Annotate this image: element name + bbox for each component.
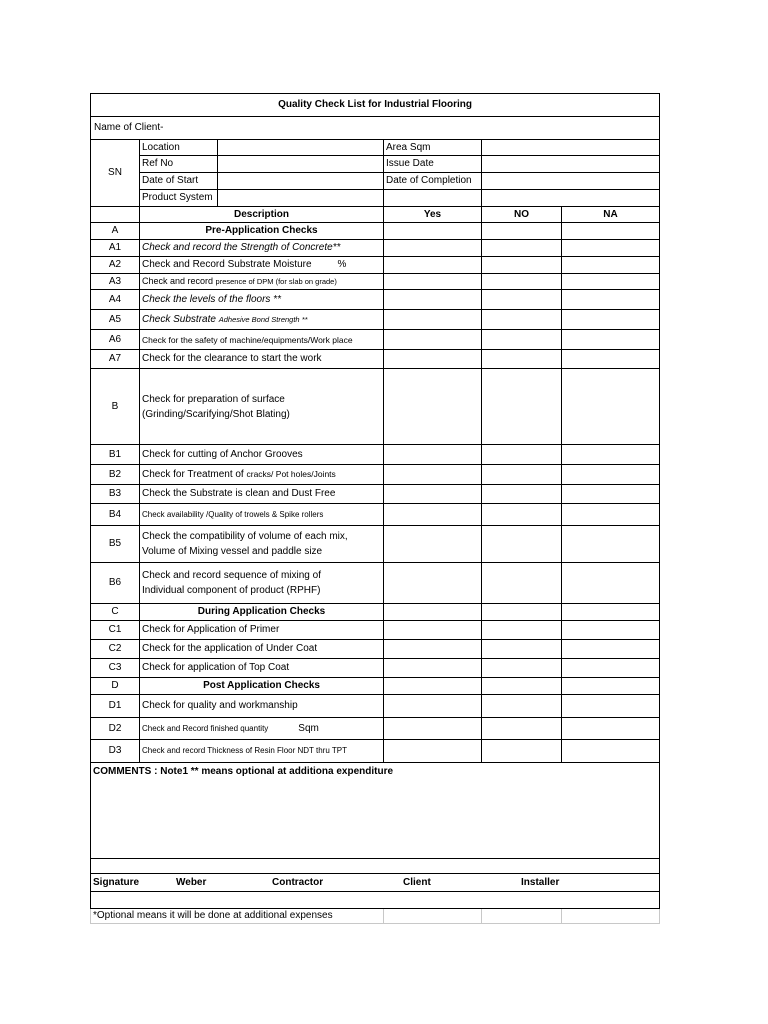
na-cell[interactable]	[562, 718, 660, 740]
yes-cell[interactable]	[384, 695, 482, 718]
signature-client: Client	[403, 877, 431, 888]
na-cell[interactable]	[562, 504, 660, 526]
yes-cell[interactable]	[384, 526, 482, 563]
no-cell[interactable]	[482, 621, 562, 640]
blank-row	[91, 892, 660, 909]
ref-no-field[interactable]	[218, 156, 384, 173]
yes-cell[interactable]	[384, 465, 482, 485]
date-of-completion-field[interactable]	[482, 173, 660, 190]
na-cell[interactable]	[562, 563, 660, 604]
row-sn: B2	[91, 465, 140, 485]
no-cell[interactable]	[482, 740, 562, 763]
na-cell[interactable]	[562, 640, 660, 659]
na-cell[interactable]	[562, 740, 660, 763]
yes-cell[interactable]	[384, 740, 482, 763]
row-sn: C1	[91, 621, 140, 640]
row-description: Check the Substrate is clean and Dust Free	[140, 485, 384, 504]
section-title-pre-application: Pre-Application Checks	[140, 223, 384, 240]
row-sn: A1	[91, 240, 140, 257]
row-sn: B1	[91, 445, 140, 465]
row-text-line2: Individual component of product (RPHF)	[142, 585, 321, 596]
yes-cell[interactable]	[384, 445, 482, 465]
na-cell[interactable]	[562, 223, 660, 240]
row-sn: A2	[91, 257, 140, 274]
na-cell[interactable]	[562, 240, 660, 257]
na-cell[interactable]	[562, 604, 660, 621]
row-description: Check availability /Quality of trowels & Spike rollers	[140, 504, 384, 526]
page-title: Quality Check List for Industrial Flooring	[91, 94, 660, 117]
col-yes: Yes	[384, 207, 482, 223]
blank-cell	[482, 909, 562, 924]
row-text-small: Adhesive Bond Strength **	[218, 314, 308, 324]
yes-cell[interactable]	[384, 274, 482, 290]
no-cell[interactable]	[482, 445, 562, 465]
blank-cell	[384, 909, 482, 924]
col-description: Description	[140, 207, 384, 223]
issue-date-label: Issue Date	[384, 156, 482, 173]
yes-cell[interactable]	[384, 659, 482, 678]
row-description: Check the levels of the floors **	[140, 290, 384, 310]
row-description: Check for Application of Primer	[140, 621, 384, 640]
location-field[interactable]	[218, 140, 384, 156]
row-text: Check and record	[142, 276, 216, 286]
yes-cell[interactable]	[384, 640, 482, 659]
row-sn: D2	[91, 718, 140, 740]
row-text: Check and Record Substrate Moisture	[142, 259, 312, 270]
yes-cell[interactable]	[384, 604, 482, 621]
yes-cell[interactable]	[384, 369, 482, 445]
unit-sqm: Sqm	[298, 722, 319, 734]
row-description: Check for the safety of machine/equipments/Work place	[140, 330, 384, 350]
yes-cell[interactable]	[384, 290, 482, 310]
date-of-start-label: Date of Start	[140, 173, 218, 190]
no-cell[interactable]	[482, 223, 562, 240]
yes-cell[interactable]	[384, 563, 482, 604]
row-text: Check Substrate	[142, 313, 219, 325]
row-text: Check and Record finished quantity	[142, 723, 269, 733]
na-cell[interactable]	[562, 290, 660, 310]
sn-label: SN	[91, 140, 140, 207]
signature-weber: Weber	[176, 877, 207, 888]
section-sn: C	[91, 604, 140, 621]
na-cell[interactable]	[562, 659, 660, 678]
row-description: Check for the application of Under Coat	[140, 640, 384, 659]
na-cell[interactable]	[562, 695, 660, 718]
blank-cell	[384, 190, 482, 207]
row-sn: B	[91, 369, 140, 445]
no-cell[interactable]	[482, 369, 562, 445]
row-sn: B4	[91, 504, 140, 526]
na-cell[interactable]	[562, 445, 660, 465]
row-sn: D3	[91, 740, 140, 763]
row-description	[140, 257, 384, 274]
date-of-completion-label: Date of Completion	[384, 173, 482, 190]
row-sn: B5	[91, 526, 140, 563]
no-cell[interactable]	[482, 504, 562, 526]
row-description: Check for quality and workmanship	[140, 695, 384, 718]
checklist-sheet	[90, 93, 659, 924]
blank-row	[91, 859, 660, 874]
row-sn: A4	[91, 290, 140, 310]
row-description	[140, 274, 384, 290]
yes-cell[interactable]	[384, 678, 482, 695]
na-cell[interactable]	[562, 621, 660, 640]
yes-cell[interactable]	[384, 621, 482, 640]
issue-date-field[interactable]	[482, 156, 660, 173]
no-cell[interactable]	[482, 350, 562, 369]
yes-cell[interactable]	[384, 330, 482, 350]
row-description	[140, 369, 384, 445]
no-cell[interactable]	[482, 678, 562, 695]
row-text-line2: Volume of Mixing vessel and paddle size	[142, 546, 323, 557]
area-sqm-label: Area Sqm	[384, 140, 482, 156]
no-cell[interactable]	[482, 257, 562, 274]
no-cell[interactable]	[482, 640, 562, 659]
na-cell[interactable]	[562, 257, 660, 274]
date-of-start-field[interactable]	[218, 173, 384, 190]
row-sn: C3	[91, 659, 140, 678]
no-cell[interactable]	[482, 718, 562, 740]
product-system-field[interactable]	[218, 190, 384, 207]
na-cell[interactable]	[562, 274, 660, 290]
row-description: Check for application of Top Coat	[140, 659, 384, 678]
row-description: Check for the clearance to start the work	[140, 350, 384, 369]
comments-box[interactable]: COMMENTS : Note1 ** means optional at additiona expenditure	[91, 763, 660, 859]
na-cell[interactable]	[562, 330, 660, 350]
row-description: Check and record Thickness of Resin Floor NDT thru TPT	[140, 740, 384, 763]
na-cell[interactable]	[562, 678, 660, 695]
checklist-table	[90, 93, 660, 924]
no-cell[interactable]	[482, 526, 562, 563]
area-sqm-field[interactable]	[482, 140, 660, 156]
no-cell[interactable]	[482, 310, 562, 330]
no-cell[interactable]	[482, 485, 562, 504]
no-cell[interactable]	[482, 604, 562, 621]
na-cell[interactable]	[562, 369, 660, 445]
header-sn-blank	[91, 207, 140, 223]
yes-cell[interactable]	[384, 718, 482, 740]
row-sn: A6	[91, 330, 140, 350]
col-no: NO	[482, 207, 562, 223]
row-sn: C2	[91, 640, 140, 659]
yes-cell[interactable]	[384, 504, 482, 526]
signature-contractor: Contractor	[272, 877, 324, 888]
yes-cell[interactable]	[384, 485, 482, 504]
row-sn: A5	[91, 310, 140, 330]
section-title-during-application: During Application Checks	[140, 604, 384, 621]
unit-percent: %	[337, 259, 347, 270]
row-sn: A3	[91, 274, 140, 290]
row-text-small: presence of DPM (for slab on grade)	[215, 277, 337, 286]
row-sn: A7	[91, 350, 140, 369]
row-description: Check for cutting of Anchor Grooves	[140, 445, 384, 465]
section-sn: D	[91, 678, 140, 695]
signature-label: Signature	[93, 877, 140, 888]
na-cell[interactable]	[562, 485, 660, 504]
no-cell[interactable]	[482, 274, 562, 290]
yes-cell[interactable]	[384, 240, 482, 257]
row-text-line1: Check the compatibility of volume of each mix,	[142, 531, 348, 542]
no-cell[interactable]	[482, 240, 562, 257]
footnote: *Optional means it will be done at additional expenses	[91, 909, 384, 924]
row-description	[140, 718, 384, 740]
row-text-line1: Check for preparation of surface	[142, 393, 285, 405]
product-system-label: Product System	[140, 190, 218, 207]
row-sn: B6	[91, 563, 140, 604]
section-sn: A	[91, 223, 140, 240]
no-cell[interactable]	[482, 465, 562, 485]
location-label: Location	[140, 140, 218, 156]
yes-cell[interactable]	[384, 310, 482, 330]
row-description	[140, 563, 384, 604]
row-sn: D1	[91, 695, 140, 718]
yes-cell[interactable]	[384, 257, 482, 274]
na-cell[interactable]	[562, 350, 660, 369]
signature-installer: Installer	[521, 877, 560, 888]
no-cell[interactable]	[482, 330, 562, 350]
row-description	[140, 310, 384, 330]
no-cell[interactable]	[482, 290, 562, 310]
row-text-line2: (Grinding/Scarifying/Shot Blating)	[142, 408, 290, 420]
blank-cell	[562, 909, 660, 924]
ref-no-label: Ref No	[140, 156, 218, 173]
row-text: Check for Treatment of	[142, 469, 247, 480]
row-sn: B3	[91, 485, 140, 504]
na-cell[interactable]	[562, 526, 660, 563]
row-text-small: cracks/ Pot holes/Joints	[246, 469, 336, 479]
row-description	[140, 526, 384, 563]
no-cell[interactable]	[482, 695, 562, 718]
yes-cell[interactable]	[384, 223, 482, 240]
client-name-label: Name of Client-	[91, 117, 660, 140]
no-cell[interactable]	[482, 563, 562, 604]
row-description: Check and record the Strength of Concrete**	[140, 240, 384, 257]
na-cell[interactable]	[562, 310, 660, 330]
na-cell[interactable]	[562, 465, 660, 485]
row-description	[140, 465, 384, 485]
yes-cell[interactable]	[384, 350, 482, 369]
col-na: NA	[562, 207, 660, 223]
section-title-post-application: Post Application Checks	[140, 678, 384, 695]
row-text-line1: Check and record sequence of mixing of	[142, 570, 321, 581]
signature-row	[91, 874, 660, 892]
no-cell[interactable]	[482, 659, 562, 678]
blank-cell	[482, 190, 660, 207]
